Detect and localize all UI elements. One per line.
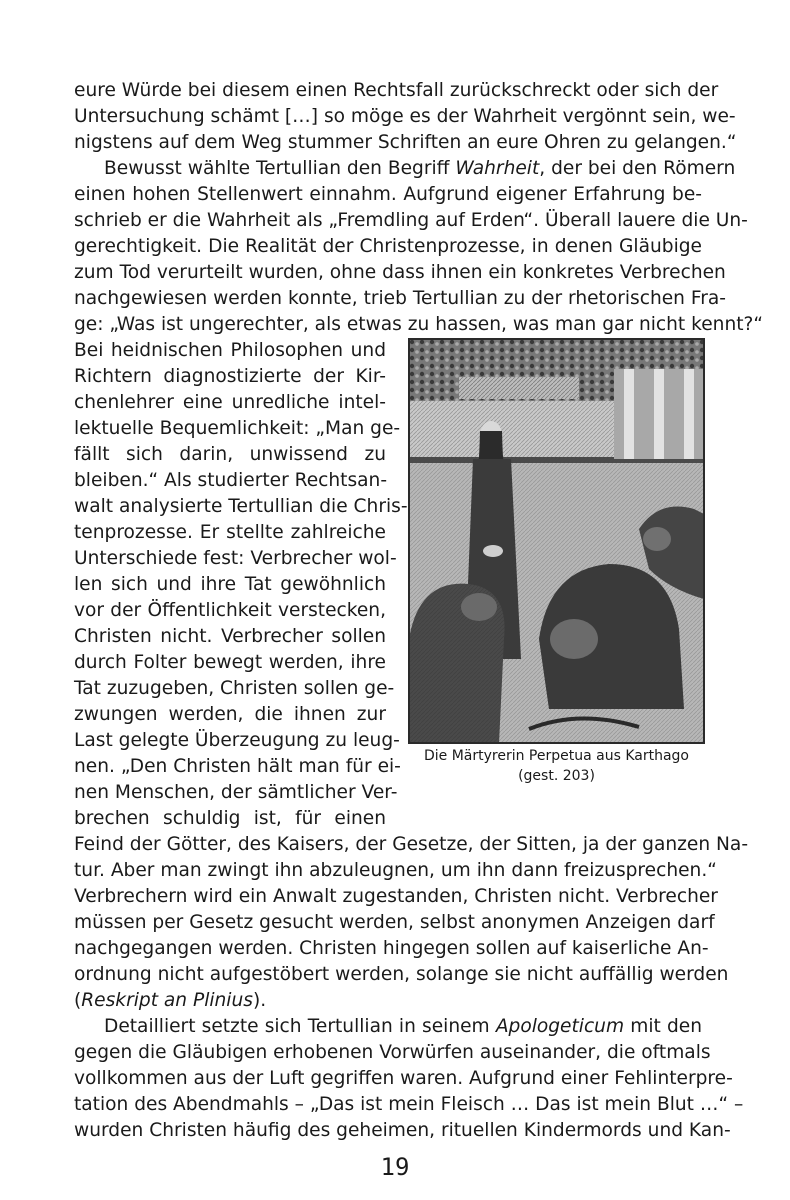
text-line: nachgewiesen werden konnte, trieb Tertullian zu der rhetorischen Fra- <box>74 288 726 309</box>
text-line: müssen per Gesetz gesucht werden, selbst anonymen Anzeigen darf <box>74 912 715 933</box>
emphasis-text: Apologeticum <box>495 1016 625 1037</box>
text-line: Tat zuzugeben, Christen sollen ge- <box>74 678 395 699</box>
text-line: tenprozesse. Er stellte zahlreiche <box>74 522 386 543</box>
text-line: Last gelegte Überzeugung zu leug- <box>74 730 400 751</box>
paragraph-start-line <box>74 1014 702 1040</box>
text-span: ). <box>252 990 267 1011</box>
text-line: tation des Abendmahls – „Das ist mein Fleisch … Das ist mein Blut …“ – <box>74 1094 744 1115</box>
text-line: fällt sich darin, unwissend zu <box>74 444 386 465</box>
text-line: vollkommen aus der Luft gegriffen waren. Aufgrund einer Fehlinterpre- <box>74 1068 733 1089</box>
text-span: Bewusst wählte Tertullian den Begriff <box>104 158 456 179</box>
text-line: walt analysierte Tertullian die Chris- <box>74 496 408 517</box>
text-line: brechen schuldig ist, für einen <box>74 808 386 829</box>
figure-caption: (gest. 203) <box>518 768 595 784</box>
text-line: bleiben.“ Als studierter Rechtsan- <box>74 470 388 491</box>
text-line: vor der Öffentlichkeit verstecken, <box>74 600 386 621</box>
text-line: eure Würde bei diesem einen Rechtsfall zurückschreckt oder sich der <box>74 80 719 101</box>
text-span: mit den <box>624 1016 702 1037</box>
text-line: zwungen werden, die ihnen zur <box>74 704 386 725</box>
emphasis-text: Reskript an Plinius <box>81 990 253 1011</box>
text-line: Feind der Götter, des Kaisers, der Gesetze, der Sitten, ja der ganzen Na- <box>74 834 749 855</box>
text-line: Bei heidnischen Philosophen und <box>74 340 386 361</box>
text-span: , der bei den Römern <box>539 158 736 179</box>
text-line: durch Folter bewegt werden, ihre <box>74 652 386 673</box>
text-line: wurden Christen häufig des geheimen, rituellen Kindermords und Kan- <box>74 1120 731 1141</box>
text-line: nen Menschen, der sämtlicher Ver- <box>74 782 398 803</box>
text-line: Verbrechern wird ein Anwalt zugestanden, Christen nicht. Verbrecher <box>74 886 718 907</box>
illustration-perpetua <box>409 339 704 743</box>
emphasis-text: Wahrheit <box>455 158 540 179</box>
text-line: Unterschiede fest: Verbrecher wol- <box>74 548 397 569</box>
text-line: ordnung nicht aufgestöbert werden, solange sie nicht auffällig werden <box>74 964 729 985</box>
text-line: einen hohen Stellenwert einnahm. Aufgrund eigener Erfahrung be- <box>74 184 702 205</box>
text-line: Christen nicht. Verbrecher sollen <box>74 626 386 647</box>
text-line: nen. „Den Christen hält man für ei- <box>74 756 401 777</box>
text-span: ( <box>74 990 82 1011</box>
page-number: 19 <box>380 1153 410 1181</box>
text-line: nachgegangen werden. Christen hingegen sollen auf kaiserliche An- <box>74 938 709 959</box>
paragraph-start-line <box>74 156 736 182</box>
text-line: zum Tod verurteilt wurden, ohne dass ihnen ein konkretes Verbrechen <box>74 262 726 283</box>
text-line <box>74 988 702 1014</box>
text-line: len sich und ihre Tat gewöhnlich <box>74 574 386 595</box>
text-line: nigstens auf dem Weg stummer Schriften an eure Ohren zu gelangen.“ <box>74 132 737 153</box>
text-span: Detailliert setzte sich Tertullian in seinem <box>104 1016 496 1037</box>
text-line: tur. Aber man zwingt ihn abzuleugnen, um ihn dann freizusprechen.“ <box>74 860 717 881</box>
text-line: gegen die Gläubigen erhobenen Vorwürfen auseinander, die oftmals <box>74 1042 711 1063</box>
text-line: gerechtigkeit. Die Realität der Christenprozesse, in denen Gläubige <box>74 236 702 257</box>
text-line: schrieb er die Wahrheit als „Fremdling auf Erden“. Überall lauere die Un- <box>74 210 748 231</box>
text-line: lektuelle Bequemlichkeit: „Man ge- <box>74 418 401 439</box>
text-line: ge: „Was ist ungerechter, als etwas zu hassen, was man gar nicht kennt?“ <box>74 314 764 335</box>
figure-caption: Die Märtyrerin Perpetua aus Karthago <box>423 748 689 764</box>
text-line: Richtern diagnostizierte der Kir- <box>74 366 386 387</box>
text-line: Untersuchung schämt […] so möge es der Wahrheit vergönnt sein, we- <box>74 106 736 127</box>
text-line: chenlehrer eine unredliche intel- <box>74 392 386 413</box>
